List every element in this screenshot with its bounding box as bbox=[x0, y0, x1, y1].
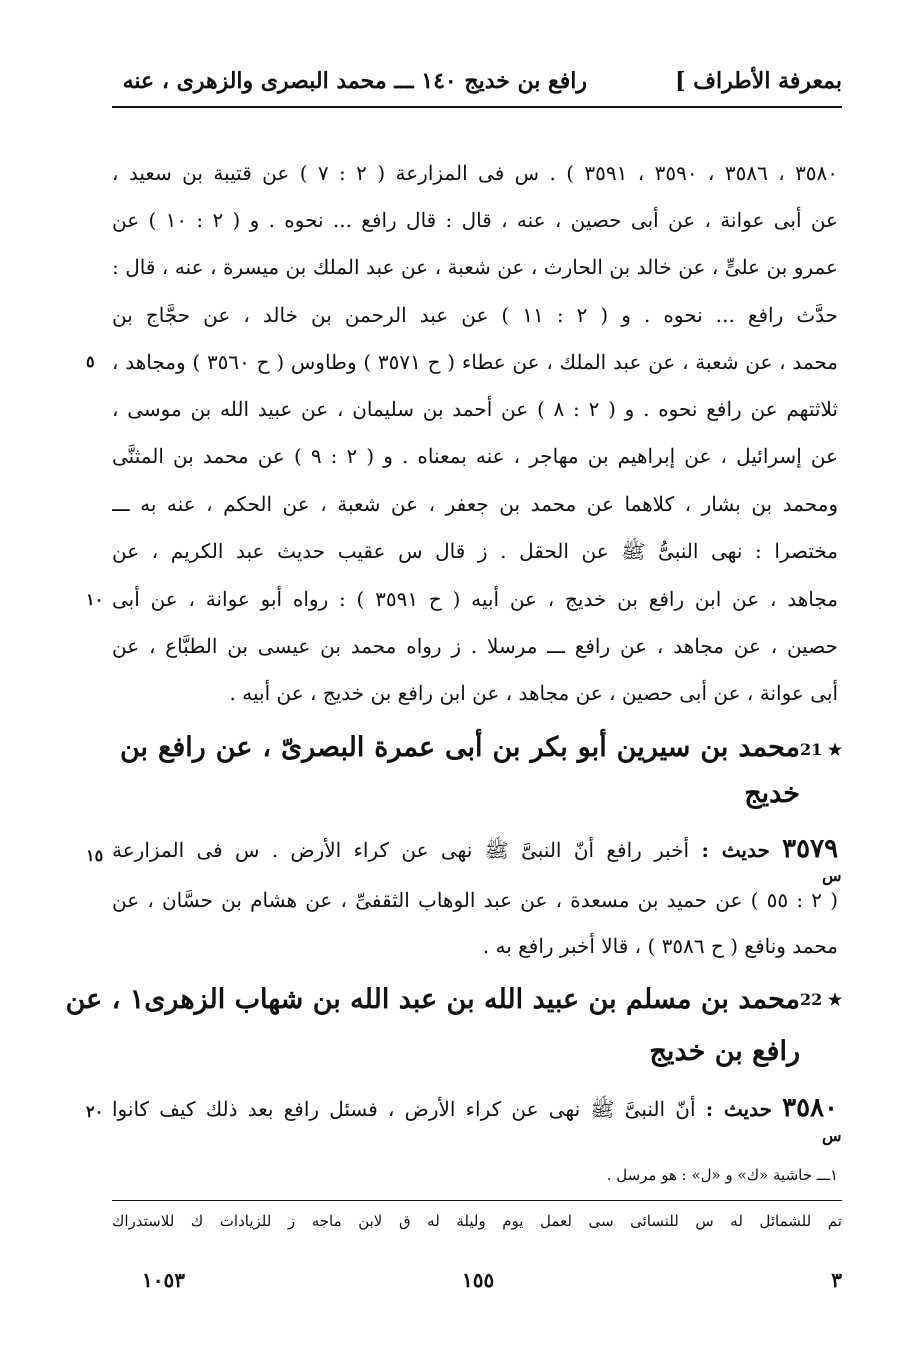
hadith-entry bbox=[112, 833, 838, 866]
entry-number bbox=[800, 740, 842, 759]
body-line: عن إسرائيل ، عن إبراهيم بن مهاجر ، عنه بمعناه . و ( ٢ : ٩ ) عن محمد بن المثنَّى bbox=[112, 444, 838, 468]
continuous-page-number: ١٠٥٣ bbox=[142, 1268, 185, 1292]
hadith-label: حديث : bbox=[705, 1097, 772, 1121]
legend-item: ز للزيادات bbox=[219, 1212, 296, 1230]
body-line: ٣٥٨٠ ، ٣٥٨٦ ، ٣٥٩٠ ، ٣٥٩١ ) . س فى المزارعة ( ٢ : ٧ ) عن قتيبة بن سعيد ، bbox=[112, 161, 838, 185]
legend-item: تم للشمائل له bbox=[730, 1212, 842, 1230]
entry-number-value: 21 bbox=[800, 740, 823, 759]
siglum-marker: س bbox=[822, 1126, 842, 1145]
body-line: عمرو بن علىٍّ ، عن خالد بن الحارث ، عن شعبة ، عن عبد الملك بن ميسرة ، عنه ، قال : bbox=[112, 255, 838, 279]
body-line: ومحمد بن بشار ، كلاهما عن محمد بن جعفر ، عن شعبة ، عن الحكم ، عنه به ـــ bbox=[112, 492, 838, 516]
page-number: ١٥٥ bbox=[462, 1268, 495, 1292]
legend-item: ك للاستدراك bbox=[112, 1212, 204, 1230]
hadith-text: أنّ النبىَّ ﷺ نهى عن كراء الأرض ، فسئل رافع بعد ذلك كيف كانوا bbox=[112, 1097, 696, 1121]
margin-line-number: ٢٠ bbox=[86, 1102, 104, 1121]
legend-item: ق لابن ماجه bbox=[311, 1212, 411, 1230]
siglum-marker: س bbox=[822, 866, 842, 885]
star-icon: ★ bbox=[827, 990, 843, 1009]
star-icon: ★ bbox=[827, 740, 843, 759]
body-line: حصين ، عن مجاهد ، عن رافع ـــ مرسلا . ز رواه محمد بن عيسى بن الطبَّاع ، عن bbox=[112, 634, 838, 658]
running-header bbox=[112, 62, 842, 102]
body-line: أبى عوانة ، عن أبى حصين ، عن مجاهد ، عن ابن رافع بن خديج ، عن أبيه . bbox=[229, 681, 838, 705]
header-section-title: رافع بن خديج ١٤٠ ـــ محمد البصرى والزهرى ، عنه bbox=[122, 68, 587, 94]
narrator-heading: محمد بن سيرين أبو بكر بن أبى عمرة البصرىّ ، عن رافع بن bbox=[120, 732, 800, 763]
volume-number: ٣ bbox=[831, 1268, 842, 1292]
legend-item: سى لعمل يوم وليلة له bbox=[427, 1212, 614, 1230]
hadith-line: ( ٢ : ٥٥ ) عن حميد بن مسعدة ، عن عبد الوهاب الثقفىِّ ، عن هشام بن حسَّان ، عن bbox=[112, 888, 838, 912]
hadith-entry bbox=[112, 1092, 838, 1125]
hadith-number: ٣٥٧٩ bbox=[782, 834, 839, 864]
hadith-number: ٣٥٨٠ bbox=[782, 1093, 838, 1123]
body-line: عن أبى عوانة ، عن أبى حصين ، عنه ، قال : قال رافع ... نحوه . و ( ٢ : ١٠ ) عن bbox=[112, 208, 838, 232]
header-book-title: بمعرفة الأطراف ] bbox=[675, 68, 842, 94]
margin-line-number: ١٠ bbox=[86, 590, 104, 609]
hadith-label: حديث : bbox=[701, 838, 770, 862]
footer-divider bbox=[112, 1200, 842, 1201]
page-numbers bbox=[112, 1268, 842, 1298]
body-line: ثلاثتهم عن رافع نحوه . و ( ٢ : ٨ ) عن أحمد بن سليمان ، عن عبيد الله بن موسى ، bbox=[112, 397, 838, 421]
legend-item: س للنسائى bbox=[630, 1212, 714, 1230]
narrator-heading-continued: رافع بن خديج bbox=[649, 1036, 800, 1067]
entry-number-value: 22 bbox=[800, 990, 823, 1009]
narrator-heading: محمد بن مسلم بن عبيد الله بن عبد الله بن شهاب الزهرى١ ، عن bbox=[65, 984, 800, 1015]
footnote: ١ـــ حاشية «ك» و «ل» : هو مرسل . bbox=[606, 1166, 838, 1184]
hadith-text: أخبر رافع أنّ النبىَّ ﷺ نهى عن كراء الأرض . س فى المزارعة bbox=[112, 838, 690, 862]
header-divider bbox=[112, 106, 842, 108]
abbreviation-legend bbox=[112, 1212, 842, 1230]
body-line: مجاهد ، عن ابن رافع بن خديج ، عن أبيه ( ح ٣٥٩١ ) : رواه أبو عوانة ، عن أبى bbox=[112, 587, 838, 611]
body-line: محمد ، عن شعبة ، عن عبد الملك ، عن عطاء ( ح ٣٥٧١ ) وطاوس ( ح ٣٥٦٠ ) ومجاهد ، bbox=[112, 350, 838, 374]
body-line: مختصرا : نهى النبىُّ ﷺ عن الحقل . ز قال س عقيب حديث عبد الكريم ، عن bbox=[112, 539, 838, 563]
entry-number bbox=[800, 990, 842, 1009]
margin-line-number: ١٥ bbox=[86, 846, 104, 865]
margin-line-number: ٥ bbox=[86, 352, 95, 371]
narrator-heading-continued: خديج bbox=[744, 778, 800, 809]
hadith-line: محمد ونافع ( ح ٣٥٨٦ ) ، قالا أخبر رافع به . bbox=[482, 934, 838, 958]
body-line: حدَّث رافع ... نحوه . و ( ٢ : ١١ ) عن عبد الرحمن بن خالد ، عن حجَّاج بن bbox=[112, 303, 838, 327]
